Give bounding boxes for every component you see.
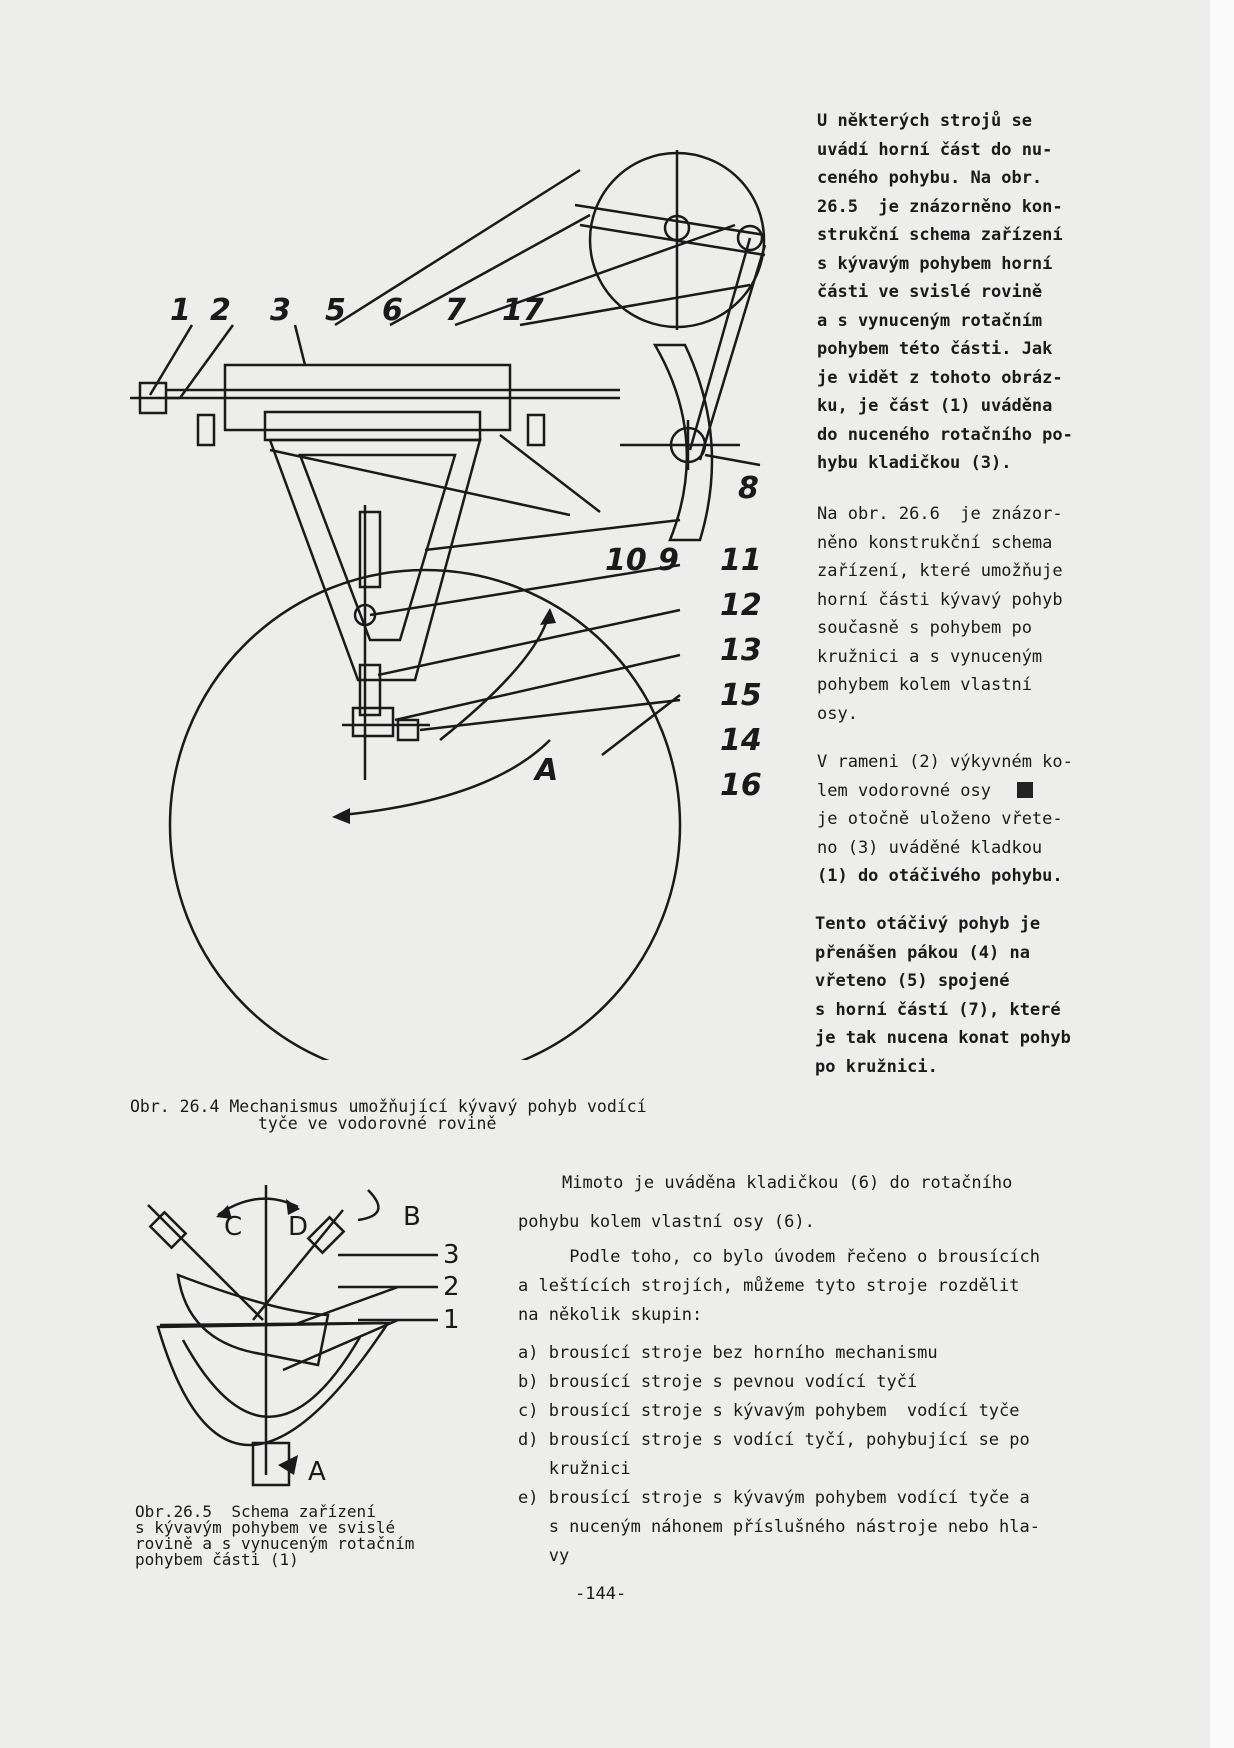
list-item: c) brousící stroje s kývavým pohybem vodící tyče — [518, 1401, 1020, 1421]
fig1-label-15: 15 — [720, 678, 762, 713]
fig1-label-11: 11 — [720, 543, 762, 578]
page-number: -144- — [575, 1584, 627, 1604]
list-item: kružnici — [518, 1459, 631, 1479]
fig1-label-3: 3 — [270, 293, 291, 328]
figure-26-5-diagram — [128, 1175, 488, 1495]
column-paragraph-3: V rameni (2) výkyvném ko- lem vodorovné osy je otočně uloženo vřete- no (3) uváděné kladkou (1) do otáčivého pohybu. — [817, 752, 1073, 886]
figure-26-5-caption: Obr.26.5 Schema zařízení s kývavým pohybem ve svislé rovině a s vynuceným rotačním pohybem části (1) — [135, 1502, 415, 1569]
fig1-label-14: 14 — [720, 723, 762, 758]
figure-26-4-caption-line2: tyče ve vodorovné rovině — [258, 1114, 497, 1133]
fig1-label-5: 5 — [325, 293, 346, 328]
fig2-label-D: D — [288, 1212, 309, 1242]
list-item: vy — [518, 1546, 570, 1566]
page-edge — [1210, 0, 1234, 1748]
fig2-label-C: C — [224, 1212, 243, 1242]
fig2-label-3: 3 — [443, 1240, 460, 1270]
fig1-label-16: 16 — [720, 768, 762, 803]
column-paragraph-1: U některých strojů se uvádí horní část do nu- ceného pohybu. Na obr. 26.5 je znázorněno kon- strukční schema zařízení s kývavým pohybem horní části ve svislé rovině a s vynuceným rotačním pohybem této části. Jak je vidět z tohoto obráz- ku, je část (1) uváděna do nuceného rotačního po- hybu kladičkou (3). — [817, 111, 1073, 473]
fig1-label-2: 2 — [210, 293, 231, 328]
fig1-label-12: 12 — [720, 588, 762, 623]
column-paragraph-2: Na obr. 26.6 je znázor- něno konstrukční schema zařízení, které umožňuje horní části kývavý pohyb současně s pohybem po kružnici a s vynuceným pohybem kolem vlastní osy. — [817, 504, 1063, 724]
lower-paragraph-1-line2: pohybu kolem vlastní osy (6). — [518, 1212, 815, 1232]
ink-blot-icon — [1017, 782, 1033, 798]
figure-26-4-diagram — [110, 120, 790, 1060]
bowl-outer — [158, 1323, 388, 1445]
fig1-label-1: 1 — [170, 293, 191, 328]
fig2-label-2: 2 — [443, 1272, 460, 1302]
machine-groups-list — [518, 1339, 1040, 1571]
fig1-label-7: 7 — [445, 293, 466, 328]
column-paragraph-4: Tento otáčivý pohyb je přenášen pákou (4) na vřeteno (5) spojené s horní částí (7), které je tak nucena konat pohyb po kružnici. — [815, 914, 1071, 1077]
list-item: a) brousící stroje bez horního mechanismu — [518, 1343, 938, 1363]
fig1-label-17: 17 — [502, 293, 544, 328]
list-item: e) brousící stroje s kývavým pohybem vodící tyče a — [518, 1488, 1030, 1508]
fig2-label-B: B — [403, 1202, 421, 1232]
list-item: d) brousící stroje s vodící tyčí, pohybující se po — [518, 1430, 1030, 1450]
fig1-label-6: 6 — [382, 293, 403, 328]
list-item: s nuceným náhonem příslušného nástroje nebo hla- — [518, 1517, 1040, 1537]
fig2-label-A: A — [308, 1457, 326, 1487]
fig2-label-1: 1 — [443, 1305, 460, 1335]
fig1-label-A: A — [535, 753, 559, 788]
lower-paragraph-1-line1: Mimoto je uváděna kladičkou (6) do rotačního — [562, 1173, 1013, 1193]
fig1-label-8: 8 — [738, 471, 759, 506]
list-item: b) brousící stroje s pevnou vodící tyčí — [518, 1372, 918, 1392]
fig1-label-13: 13 — [720, 633, 762, 668]
lower-paragraph-2: Podle toho, co bylo úvodem řečeno o brousících a leštících strojích, můžeme tyto stroje rozdělit na několik skupin: — [518, 1247, 1040, 1325]
fig1-label-9: 9 — [658, 543, 679, 578]
figure-26-4-caption-line1: Obr. 26.4 Mechanismus umožňující kývavý pohyb vodící — [130, 1097, 647, 1116]
fig1-label-10: 10 — [605, 543, 647, 578]
